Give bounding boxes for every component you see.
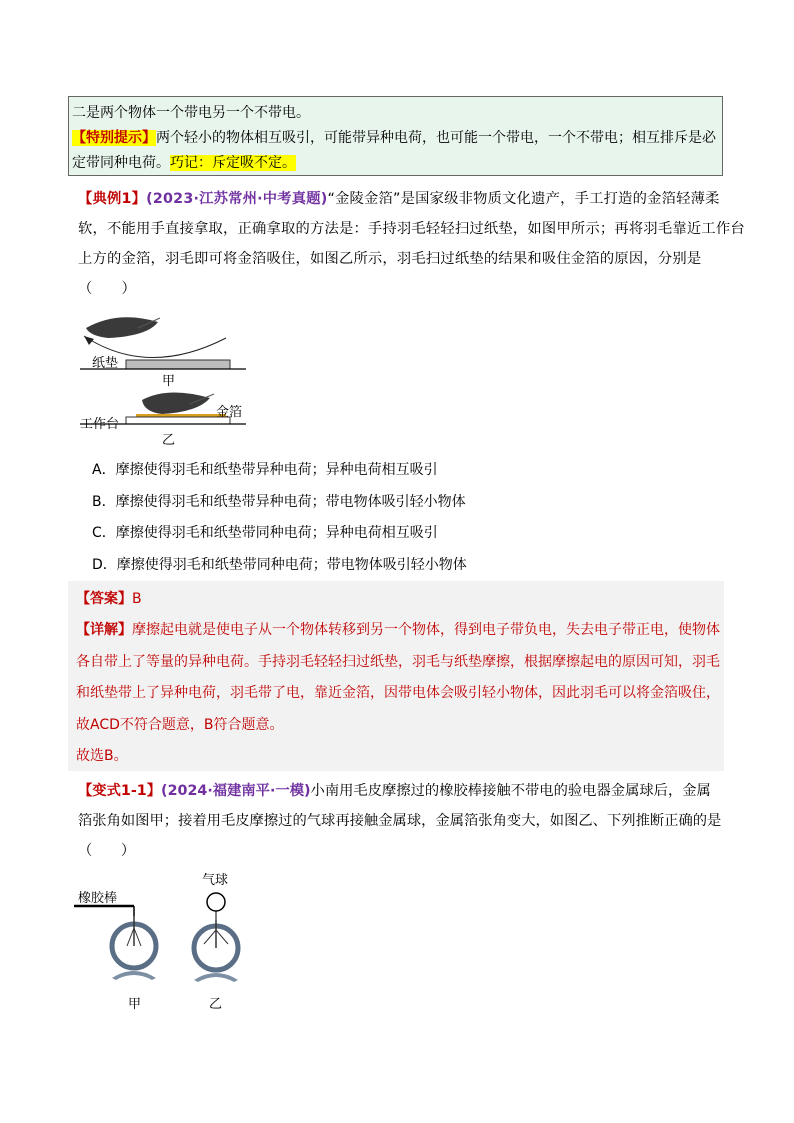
option-b: B．摩擦使得羽毛和纸垫带异种电荷；带电物体吸引轻小物体 bbox=[92, 493, 466, 510]
answer-label: 【答案】 bbox=[76, 591, 132, 607]
example-1-text: “金陵金箔”是国家级非物质文化遗产，手工打造的金箔轻薄柔 bbox=[327, 191, 720, 207]
example-1-question bbox=[78, 184, 745, 304]
label-gold-foil: 金箔 bbox=[216, 405, 243, 420]
example-1-source: (2023·江苏常州·中考真题) bbox=[146, 191, 328, 207]
variant-blank: （ ） bbox=[78, 843, 136, 859]
paper-pad-shape bbox=[126, 360, 230, 369]
option-c: C．摩擦使得羽毛和纸垫带同种电荷；异种电荷相互吸引 bbox=[92, 525, 438, 541]
label-balloon: 气球 bbox=[202, 873, 229, 888]
electroscope-figure bbox=[72, 868, 262, 1018]
detail-text-1: 摩擦起电就是使电子从一个物体转移到另一个物体，得到电子带负电，失去电子带正电，使物体 bbox=[132, 622, 720, 639]
variant-1-1-question bbox=[78, 776, 728, 866]
variant-head: 【变式1-1】 bbox=[78, 783, 162, 799]
label-workbench: 工作台 bbox=[80, 417, 120, 432]
balloon-icon bbox=[207, 893, 225, 911]
feather-icon bbox=[86, 317, 158, 338]
example-1-options bbox=[92, 455, 467, 581]
option-d: D．摩擦使得羽毛和纸垫带同种电荷；带电物体吸引轻小物体 bbox=[92, 556, 467, 573]
feather-foil-figure bbox=[78, 308, 258, 448]
label-yi-1: 乙 bbox=[162, 433, 176, 448]
label-jia-2: 甲 bbox=[128, 997, 142, 1012]
detail-line-2: 各自带上了等量的异种电荷。手持羽毛轻轻扫过纸垫，羽毛与纸垫摩擦，根据摩擦起电的原因可知，羽毛 bbox=[76, 653, 720, 670]
feather-icon-2 bbox=[142, 392, 210, 414]
tip-text: 两个轻小的物体相互吸引，可能带异种电荷，也可能一个带电，一个不带电；相互排斥是必 bbox=[156, 130, 716, 146]
variant-line-1 bbox=[78, 776, 728, 806]
answer-line bbox=[76, 584, 716, 615]
tip-line-2 bbox=[72, 126, 718, 151]
label-jia-1: 甲 bbox=[162, 374, 176, 389]
special-tip-box bbox=[68, 96, 723, 176]
example-1-blank: （ ） bbox=[78, 281, 136, 297]
detail-line-4: 故ACD不符合题意，B符合题意。 bbox=[76, 716, 284, 733]
tip-line-1: 二是两个物体一个带电另一个不带电。 bbox=[72, 105, 310, 121]
label-yi-2: 乙 bbox=[209, 997, 223, 1012]
detail-line-1 bbox=[76, 615, 720, 646]
answer-conclusion: 故选B。 bbox=[76, 748, 128, 765]
tip-mnemonic: 巧记：斥定吸不定。 bbox=[170, 155, 296, 171]
option-a: A．摩擦使得羽毛和纸垫带异种电荷；异种电荷相互吸引 bbox=[92, 462, 438, 478]
workbench-shape bbox=[126, 417, 230, 424]
variant-source: (2024·福建南平·一模) bbox=[161, 783, 311, 799]
detail-line-3: 和纸垫带上了异种电荷，羽毛带了电，靠近金箔，因带电体会吸引轻小物体，因此羽毛可以将金箔吸住， bbox=[76, 685, 720, 702]
label-rubber-rod: 橡胶棒 bbox=[78, 891, 118, 906]
label-paper-pad: 纸垫 bbox=[92, 356, 119, 371]
tip-label: 【特别提示】 bbox=[72, 130, 156, 146]
variant-text: 小南用毛皮摩擦过的橡胶棒接触不带电的验电器金属球后，金属 bbox=[310, 783, 711, 799]
tip-text-end: 定带同种电荷。 bbox=[72, 155, 170, 171]
example-1-head: 【典例1】 bbox=[78, 191, 147, 207]
example-1-line-2: 软，不能用手直接拿取，正确拿取的方法是：手持羽毛轻轻扫过纸垫，如图甲所示；再将羽毛靠近工作台 bbox=[78, 221, 745, 237]
electroscope-icon-yi bbox=[194, 920, 238, 982]
electroscope-icon-jia bbox=[112, 916, 156, 980]
answer-value: B bbox=[132, 591, 142, 607]
example-1-line-1 bbox=[78, 184, 728, 214]
answer-box bbox=[68, 581, 724, 771]
detail-label: 【详解】 bbox=[76, 622, 132, 639]
variant-line-2: 箔张角如图甲；接着用毛皮摩擦过的气球再接触金属球，金属箔张角变大，如图乙、下列推断正确的是 bbox=[78, 813, 722, 829]
example-1-line-3: 上方的金箔，羽毛即可将金箔吸住，如图乙所示，羽毛扫过纸垫的结果和吸住金箔的原因，分别是 bbox=[78, 251, 702, 267]
tip-line-3 bbox=[72, 151, 718, 176]
